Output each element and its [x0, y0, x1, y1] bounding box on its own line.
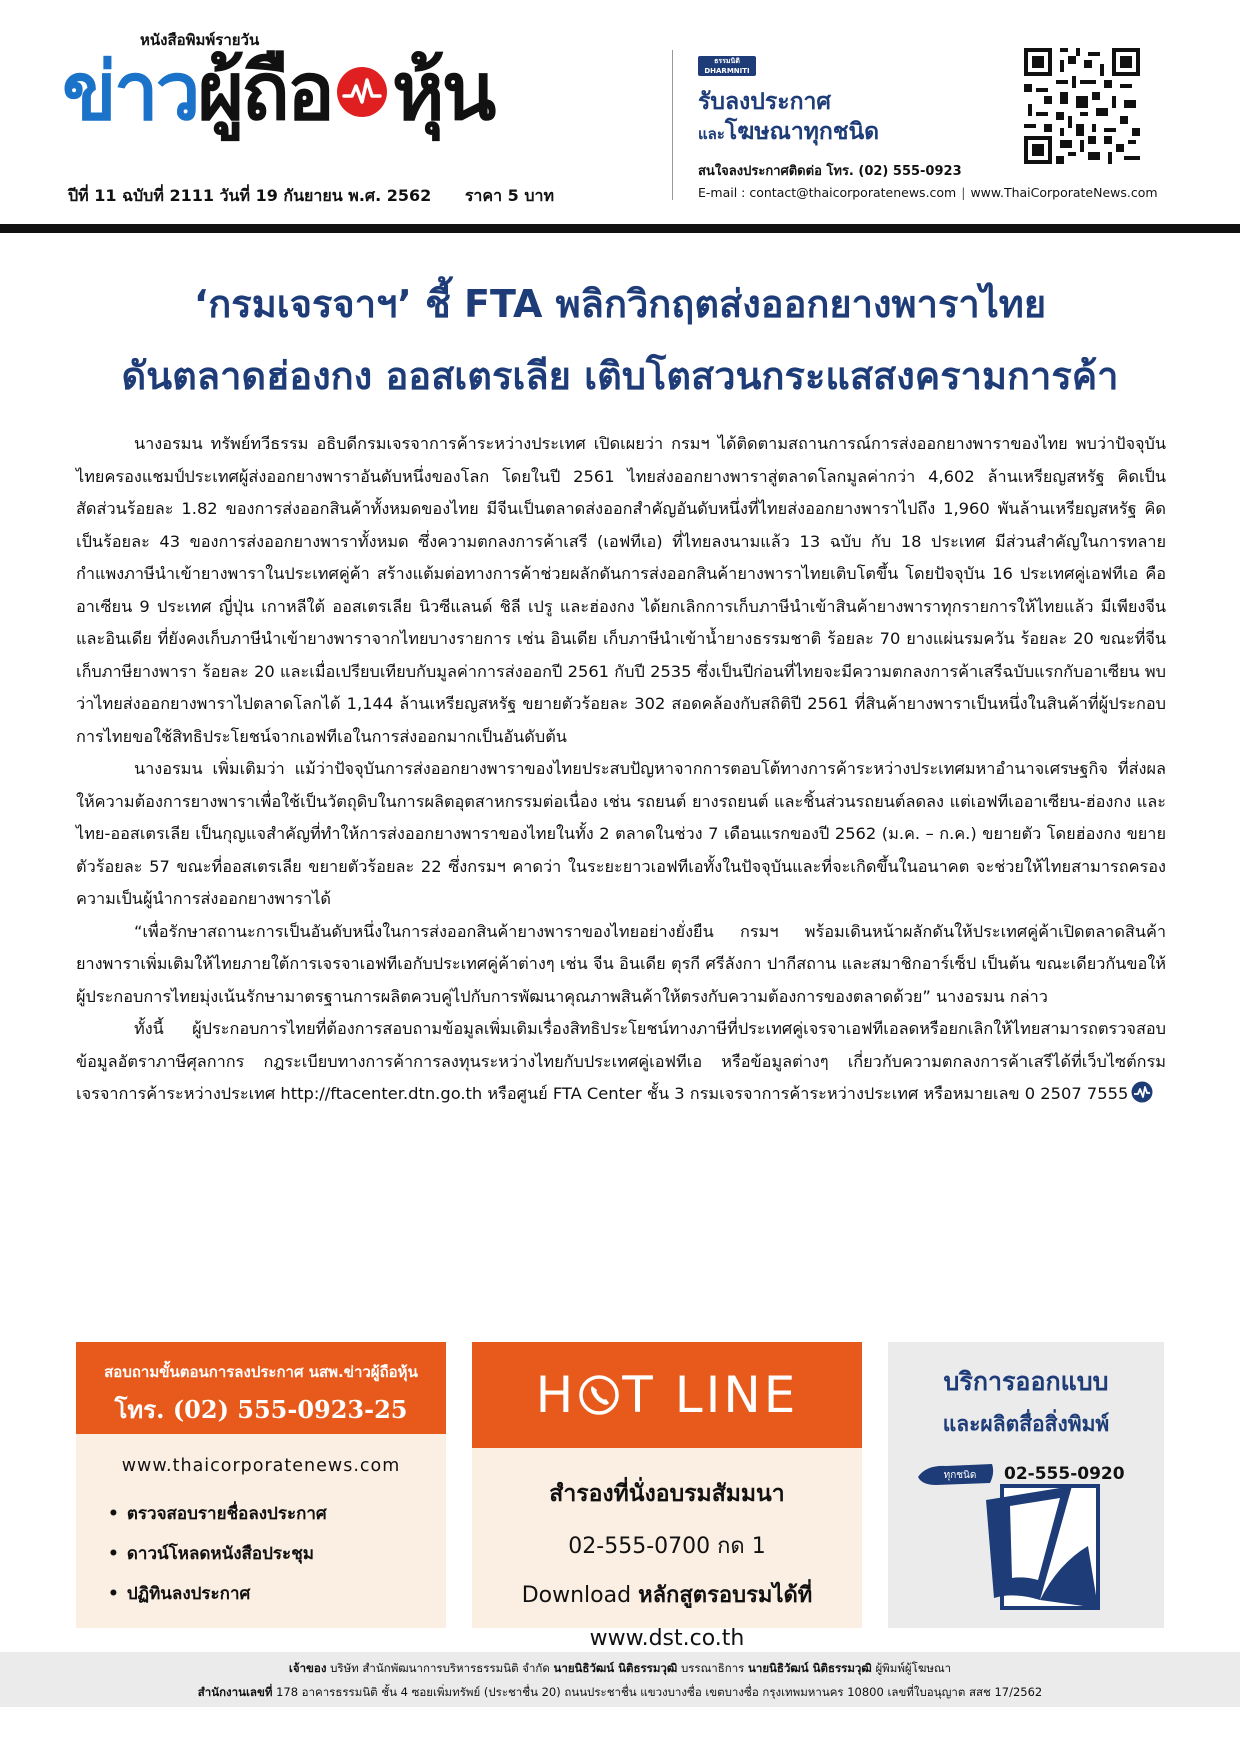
masthead-word-stock: หุ้น — [391, 45, 494, 138]
announcement-box — [76, 1342, 446, 1628]
article-paragraph-text: ทั้งนี้ ผู้ประกอบการไทยที่ต้องการสอบถามข้อมูลเพิ่มเติมเรื่องสิทธิประโยชน์ทางภาษีที่ประเทศคู่เจรจาเอฟทีเอลดหรือยกเลิกให้ไทยสามารถตรวจสอบข้อมูลอัตราภาษีศุลกากร กฎระเบียบทางการค้าการลงทุนระหว่างไทยกับประเทศคู่เอฟทีเอ หรือข้อมูลต่างๆ เกี่ยวกับความตกลงการค้าเสรีได้ที่เว็บไซต์กรมเจรจาการค้าระหว่างประเทศ http://ftacenter.dtn.go.th หรือศูนย์ FTA Center ชั้น 3 กรมเจรจาการค้าระหว่างประเทศ หรือหมายเลข 0 2507 7555 — [76, 1019, 1166, 1103]
design-title-1: บริการออกแบบ — [943, 1367, 1109, 1396]
list-item: • ปฏิทินลงประกาศ — [108, 1574, 446, 1614]
tagline: หนังสือพิมพ์รายวัน — [140, 31, 260, 49]
headline-line1: ‘กรมเจรจาฯ’ ชี้ FTA พลิกวิกฤตส่งออกยางพาราไทย — [193, 282, 1047, 326]
masthead-word-holder: ผู้ถือ — [197, 45, 332, 138]
advertiser-role: ผู้พิมพ์ผู้โฆษณา — [875, 1661, 952, 1675]
badge-thai: ธรรมนิติ — [714, 57, 740, 65]
masthead-logo — [62, 38, 493, 138]
hotline-download-text — [472, 1577, 862, 1612]
headline-line2: ดันตลาดฮ่องกง ออสเตรเลีย เติบโตสวนกระแสสงครามการค้า — [121, 354, 1119, 398]
hotline-url[interactable]: www.dst.co.th — [589, 1626, 745, 1651]
advertiser-name: นายนิธิวัฒน์ นิติธรรมวุฒิ — [748, 1661, 872, 1675]
list-item: • ดาวน์โหลดหนังสือประชุม — [108, 1534, 446, 1574]
ad-title-small: และ — [698, 125, 725, 143]
end-mark-icon — [1131, 1081, 1153, 1103]
contact-phone: สนใจลงประกาศติดต่อ โทร. (02) 555-0923 — [698, 164, 962, 179]
issue-price: ราคา 5 บาท — [464, 186, 555, 205]
download-label: Download — [521, 1583, 639, 1608]
header-rule — [0, 224, 1240, 233]
contact-line — [698, 185, 1158, 200]
announcement-url[interactable]: www.thaicorporatenews.com — [121, 1456, 401, 1476]
announcement-service-list — [108, 1494, 446, 1614]
hotline-seminar-text: สำรองที่นั่งอบรมสัมมนา — [549, 1481, 785, 1507]
hotline-title-h: H — [535, 1366, 577, 1424]
brush-text: ทุกชนิด — [943, 1470, 977, 1481]
office-label: สำนักงานเลขที่ — [197, 1685, 273, 1699]
dharmniti-badge — [698, 56, 756, 76]
ad-title-main: โฆษณาทุกชนิด — [724, 119, 880, 145]
design-phone: 02-555-0920 — [1004, 1464, 1125, 1484]
contact-website[interactable]: www.ThaiCorporateNews.com — [970, 185, 1158, 200]
dharmniti-book-logo-icon — [980, 1480, 1104, 1614]
article-paragraph-last — [76, 1013, 1166, 1111]
stock-chart-logo-icon — [336, 66, 388, 118]
colophon-office — [0, 1684, 1240, 1702]
contact-separator: | — [961, 185, 966, 200]
download-course-text: หลักสูตรอบรมได้ที่ — [638, 1583, 813, 1608]
list-item: • ตรวจสอบรายชื่อลงประกาศ — [108, 1494, 446, 1534]
editor-role: บรรณาธิการ — [680, 1661, 745, 1675]
hotline-title-rest: T LINE — [622, 1366, 799, 1424]
announcement-subtitle: สอบถามขั้นตอนการลงประกาศ นสพ.ข่าวผู้ถือหุ้น — [104, 1363, 418, 1381]
owner-text: บริษัท สำนักพัฒนาการบริหารธรรมนิติ จำกัด — [330, 1661, 550, 1675]
article-paragraph: “เพื่อรักษาสถานะการเป็นอันดับหนึ่งในการส่งออกสินค้ายางพาราของไทยอย่างยั่งยืน กรมฯ พร้อมเดินหน้าผลักดันให้ประเทศคู่ค้าเปิดตลาดสินค้ายางพาราเพิ่มเติมให้ไทยภายใต้การเจรจาเอฟทีเอกับประเทศคู่ค้าต่างๆ เช่น จีน อินเดีย ตุรกี ศรีลังกา ปากีสถาน และสมาชิกอาร์เซ็ป เป็นต้น ขณะเดียวกันขอให้ผู้ประกอบการไทยมุ่งเน้นรักษามาตรฐานการผลิตควบคู่ไปกับการพัฒนาคุณภาพสินค้าให้ตรงกับความต้องการของตลาดด้วย” นางอรมน กล่าว — [76, 921, 1166, 1006]
qr-code-icon — [1024, 48, 1140, 164]
article-body — [76, 428, 1166, 1111]
design-service-box — [888, 1342, 1164, 1628]
office-text: 178 อาคารธรรมนิติ ชั้น 4 ซอยเพิ่มทรัพย์ (ประชาชื่น 20) ถนนประชาชื่น แขวงบางซื่อ เขตบางซื่อ กรุงเทพมหานคร 10800 เลขที่ใบอนุญาต สสช 17/2562 — [276, 1685, 1043, 1699]
article-paragraph: นางอรมน เพิ่มเติมว่า แม้ว่าปัจจุบันการส่งออกยางพาราของไทยประสบปัญหาจากการตอบโต้ทางการค้าระหว่างประเทศมหาอำนาจเศรษฐกิจ ที่ส่งผลให้ความต้องการยางพาราเพื่อใช้เป็นวัตถุดิบในการผลิตอุตสาหกรรมต่อเนื่อง เช่น รถยนต์ ยางรถยนต์ และชิ้นส่วนรถยนต์ลดลง แต่เอฟทีเออาเซียน-ฮ่องกง และ ไทย-ออสเตรเลีย เป็นกุญแจสำคัญที่ทำให้การส่งออกยางพาราของไทยในทั้ง 2 ตลาดในช่วง 7 เดือนแรกของปี 2562 (ม.ค. – ก.ค.) ขยายตัว โดยฮ่องกง ขยายตัวร้อยละ 57 ขณะที่ออสเตรเลีย ขยายตัวร้อยละ 22 ซึ่งกรมฯ คาดว่า ในระยะยาวเอฟทีเอทั้งในปัจจุบันและที่จะเกิดขึ้นในอนาคต จะช่วยให้ไทยสามารถครองความเป็นผู้นำการส่งออกยางพาราได้ — [76, 759, 1166, 908]
ad-title-line1: รับลงประกาศ — [698, 89, 832, 115]
editor-name: นายนิธิวัฒน์ นิติธรรมวุฒิ — [553, 1661, 678, 1675]
issue-line — [68, 184, 582, 209]
design-title-2: และผลิตสื่อสิ่งพิมพ์ — [942, 1412, 1110, 1436]
phone-icon — [578, 1374, 620, 1416]
ad-title-line2 — [698, 118, 879, 148]
masthead-word-news: ข่าว — [62, 45, 198, 138]
announcement-phone: โทร. (02) 555-0923-25 — [114, 1395, 408, 1424]
announcement-box-header — [76, 1342, 446, 1434]
contact-email[interactable]: E-mail : contact@thaicorporatenews.com — [698, 185, 957, 200]
masthead-header — [0, 0, 1240, 225]
issue-info: ปีที่ 11 ฉบับที่ 2111 วันที่ 19 กันยายน พ.ศ. 2562 — [68, 186, 432, 205]
badge-english: DHARMNITI — [704, 67, 750, 75]
hotline-phone: 02-555-0700 กด 1 — [568, 1534, 766, 1559]
colophon-owner — [0, 1660, 1240, 1678]
hotline-box — [472, 1342, 862, 1651]
article-paragraph: นางอรมน ทรัพย์ทวีธรรม อธิบดีกรมเจรจาการค้าระหว่างประเทศ เปิดเผยว่า กรมฯ ได้ติดตามสถานการณ์การส่งออกยางพาราของไทย พบว่าปัจจุบันไทยครองแชมป์ประเทศผู้ส่งออกยางพาราอันดับหนึ่งของโลก โดยในปี 2561 ไทยส่งออกยางพาราสู่ตลาดโลกมูลค่ากว่า 4,602 ล้านเหรียญสหรัฐ คิดเป็นสัดส่วนร้อยละ 1.82 ของการส่งออกสินค้าทั้งหมดของไทย มีจีนเป็นตลาดส่งออกสำคัญอันดับหนึ่งที่ไทยส่งออกยางพาราไปถึง 1,960 พันล้านเหรียญสหรัฐ คิดเป็นร้อยละ 43 ของการส่งออกยางพาราทั้งหมด ซึ่งความตกลงการค้าเสรี (เอฟทีเอ) ที่ไทยลงนามแล้ว 13 ฉบับ กับ 18 ประเทศ มีส่วนสำคัญในการทลายกำแพงภาษีนำเข้ายางพาราในประเทศคู่ค้า สร้างแต้มต่อทางการค้าช่วยผลักดันการส่งออกสินค้ายางพาราไทยเติบโตขึ้น โดยปัจจุบัน 16 ประเทศคู่เอฟทีเอ คือ อาเซียน 9 ประเทศ ญี่ปุ่น เกาหลีใต้ ออสเตรเลีย นิวซีแลนด์ ชิลี เปรู และฮ่องกง ได้ยกเลิกการเก็บภาษีนำเข้าสินค้ายางพาราทุกรายการให้ไทยแล้ว มีเพียงจีนและอินเดีย ที่ยังคงเก็บภาษีนำเข้ายางพาราจากไทยบางรายการ เช่น อินเดีย เก็บภาษีนำเข้าน้ำยางธรรมชาติ ร้อยละ 70 ยางแผ่นรมควัน ร้อยละ 20 ขณะที่จีน เก็บภาษียางพารา ร้อยละ 20 และเมื่อเปรียบเทียบกับมูลค่าการส่งออกปี 2561 กับปี 2535 ซึ่งเป็นปีก่อนที่ไทยจะมีความตกลงการค้าเสรีฉบับแรกกับอาเซียน พบว่าไทยส่งออกยางพาราไปตลาดโลกได้ 1,144 ล้านเหรียญสหรัฐ ขยายตัวร้อยละ 302 สอดคล้องกับสถิติปี 2561 ที่สินค้ายางพาราเป็นหนึ่งในสินค้าที่ผู้ประกอบการไทยขอใช้สิทธิประโยชน์จากเอฟทีเอในการส่งออกมากเป็นอันดับต้น — [76, 434, 1166, 746]
hotline-title — [472, 1342, 862, 1448]
owner-label: เจ้าของ — [288, 1661, 327, 1675]
header-divider — [672, 50, 673, 200]
